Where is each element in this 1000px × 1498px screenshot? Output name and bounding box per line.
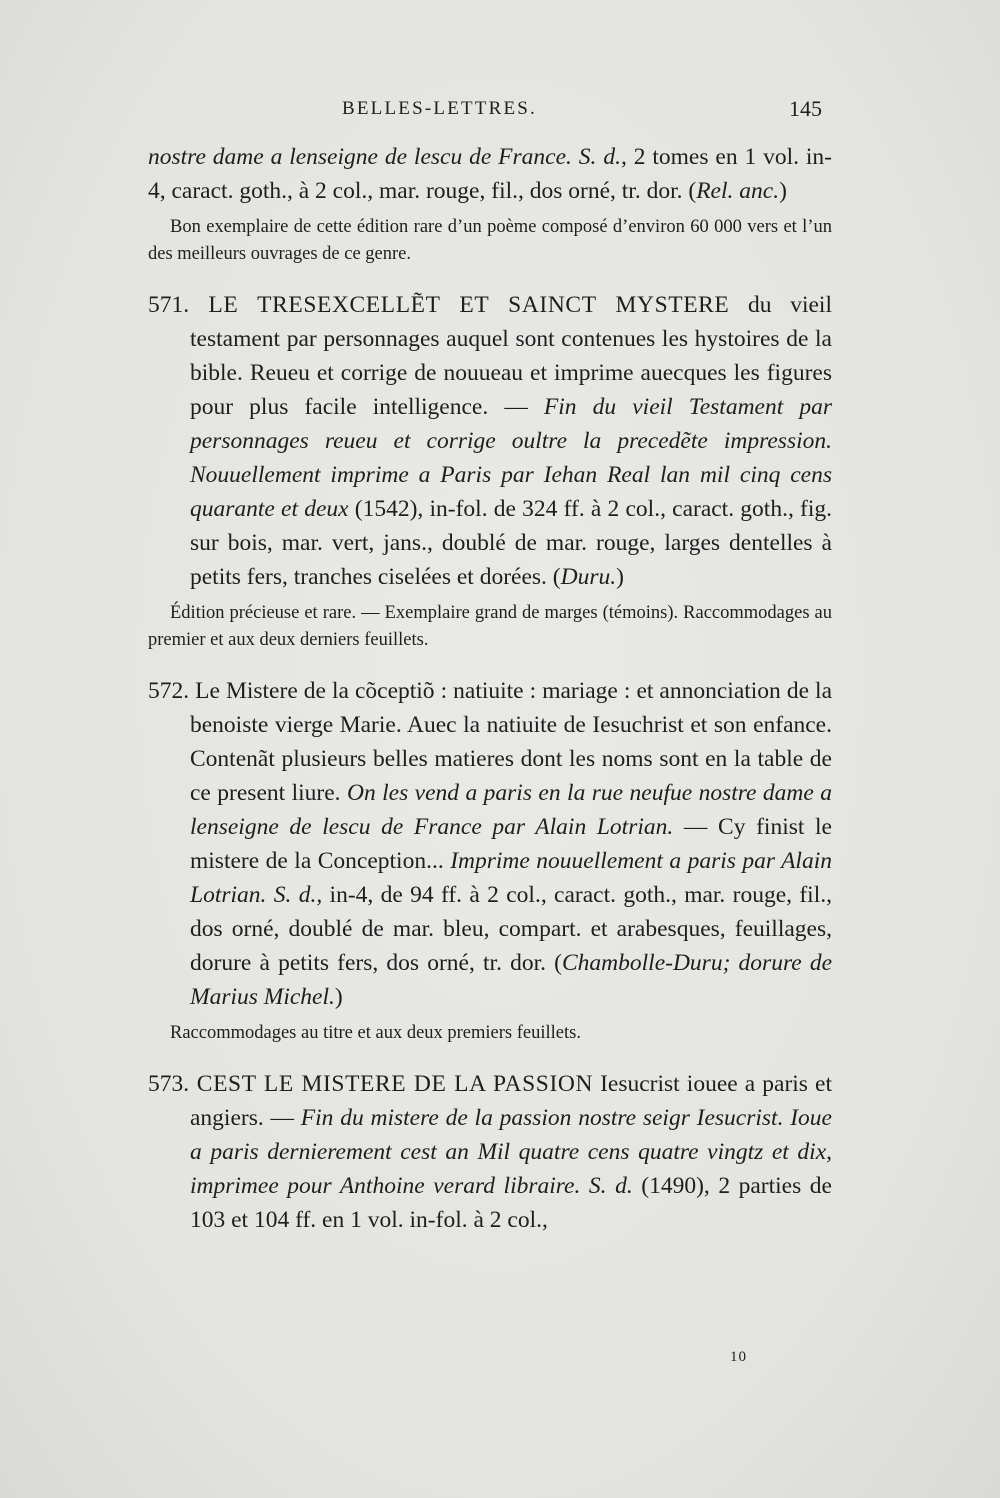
entry-close: )	[334, 984, 343, 1010]
entry-colophon: Fin du mistere de la passion nostre seigr Iesucrist. Ioue a paris dernierement cest an Mil quatre cens quatre vingtz et dix, imprimee pour Anthoine verard libraire. S. d.	[190, 1105, 832, 1199]
entry-physical-description: in-4, de 94 ff. à 2 col., caract. goth., mar. rouge, fil., dos orné, doublé de mar. bleu, compart. et arabesques, feuillages, dorure à petits fers, dos orné, tr. dor. (	[190, 882, 832, 976]
signature-mark: 10	[730, 1349, 747, 1365]
entry-binder: Chambolle-Duru; dorure de Marius Michel.	[190, 950, 832, 1010]
entry-physical-description: (1490), 2 parties de 103 et 104 ff. en 1 vol. in-fol. à 2 col.,	[190, 1173, 832, 1233]
entry-571-note: Édition précieuse et rare. — Exemplaire grand de marges (témoins). Raccommodages au premier et aux deux derniers feuillets.	[148, 603, 832, 650]
entry-572-note: Raccommodages au titre et aux deux premiers feuillets.	[170, 1023, 581, 1043]
entry-description: — Cy finist le mistere de la Conception...	[190, 814, 832, 874]
continued-binding: Rel. anc.	[696, 178, 780, 204]
page-number: 145	[789, 96, 822, 121]
entry-571	[148, 288, 832, 594]
continued-note: Bon exemplaire de cette édition rare d’un poème composé d’environ 60 000 vers et l’un des meilleurs ouvrages de ce genre.	[148, 217, 832, 264]
entry-title: CEST LE MISTERE DE LA PASSION	[189, 1071, 594, 1097]
entry-colophon: Imprime nouuellement a paris par Alain Lotrian. S. d.,	[190, 848, 832, 908]
entry-572	[148, 674, 832, 1014]
continued-italic-imprint: nostre dame a lenseigne de lescu de France. S. d.,	[148, 144, 627, 170]
entry-description: du vieil testament par personnages auquel sont contenues les hystoires de la bible. Reueu et corrige de nouueau et imprime auecques les figures pour plus facile intelligence. —	[190, 292, 832, 420]
entry-number: 573.	[148, 1071, 190, 1097]
entry-binder: Duru.	[560, 564, 617, 590]
entry-number: 571.	[148, 292, 190, 318]
entry-imprint: On les vend a paris en la rue neufue nostre dame a lenseigne de lescu de France par Alain Lotrian.	[190, 780, 832, 840]
entry-close: )	[616, 564, 624, 590]
entry-physical-description: (1542), in-fol. de 324 ff. à 2 col., caract. goth., fig. sur bois, mar. vert, jans., doublé de mar. rouge, larges dentelles à petits fers, tranches ciselées et dorées. (	[190, 496, 832, 590]
entry-colophon: Fin du vieil Testament par personnages reueu et corrige oultre la precedẽte impression. Nouuellement imprime a Paris par Iehan Real lan mil cinq cens quarante et deux	[190, 394, 832, 522]
page-body	[148, 140, 832, 1237]
continued-entry	[148, 140, 832, 208]
entry-description: Iesucrist iouee a paris et angiers. —	[190, 1071, 832, 1131]
entry-title: Le Mistere de la cõceptiõ : natiuite : mariage : et annonciation de la benoiste vierge Marie. Auec la natiuite de Iesuchrist et son enfance. Contenãt plusieurs belles matieres dont les noms sont en la table de ce present liure.	[189, 678, 832, 806]
page-header	[148, 96, 832, 132]
entry-number: 572.	[148, 678, 190, 704]
running-title: BELLES-LETTRES.	[342, 98, 538, 119]
continued-close: )	[779, 178, 787, 204]
entry-573	[148, 1067, 832, 1237]
entry-title: LE TRESEXCELLẼT ET SAINCT MYSTERE	[189, 292, 730, 318]
continued-description: 2 tomes en 1 vol. in-4, caract. goth., à 2 col., mar. rouge, fil., dos orné, tr. dor. (	[148, 144, 833, 204]
